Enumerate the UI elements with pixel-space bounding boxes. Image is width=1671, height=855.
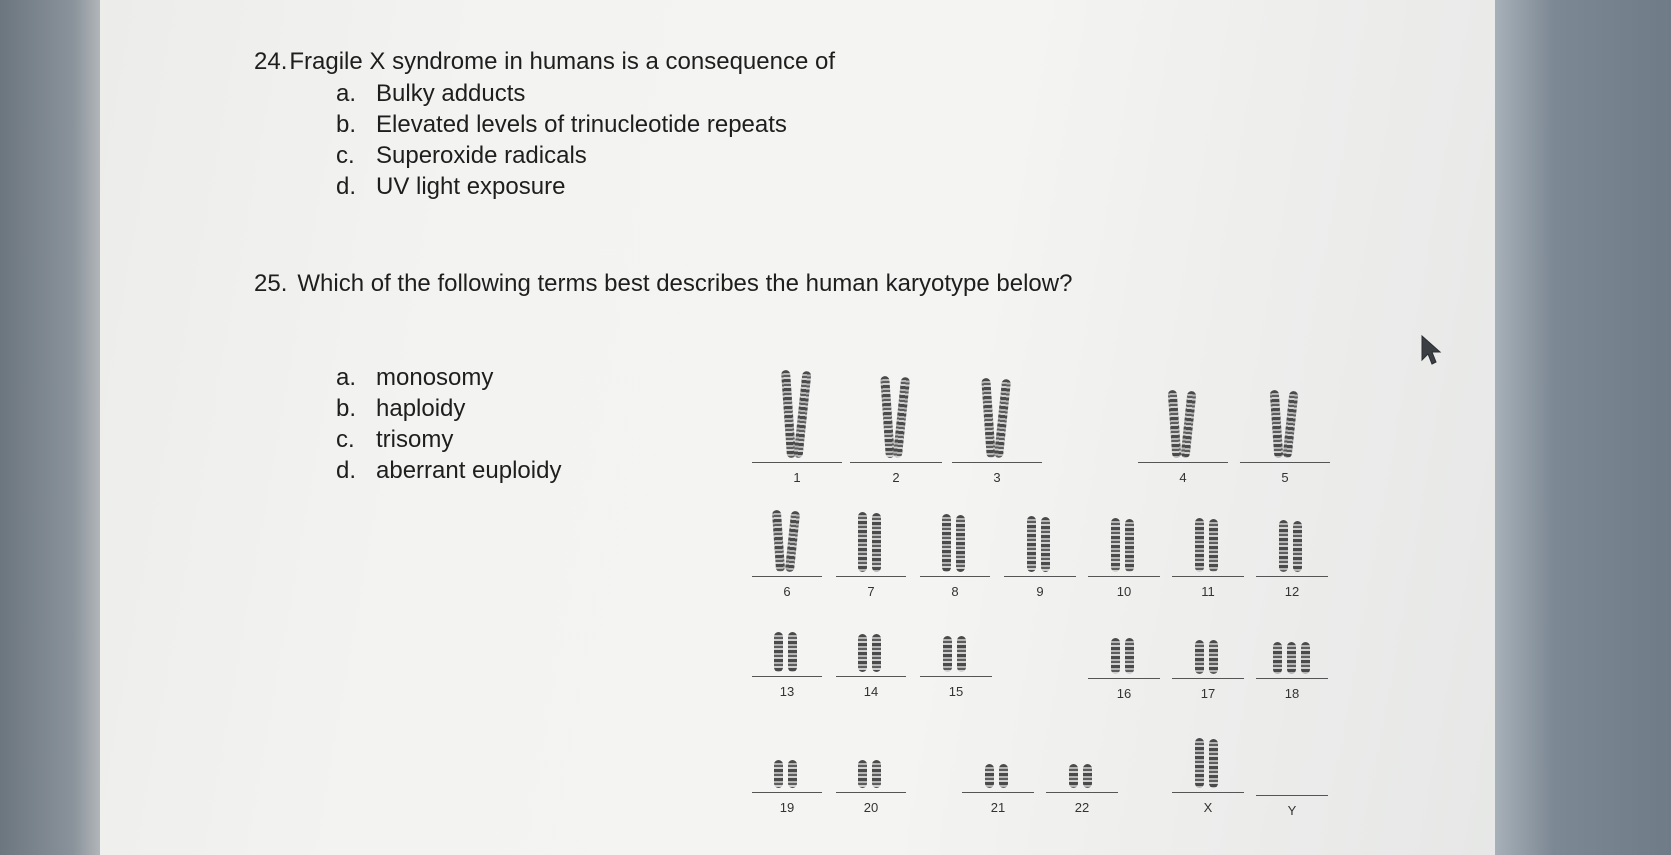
chromosome-label: Y (1287, 803, 1297, 818)
worksheet-page (100, 0, 1495, 855)
q24-option-c[interactable]: c. Superoxide radicals (336, 142, 587, 169)
question-24-number: 24. (254, 48, 288, 75)
chromosome-label: 17 (1200, 686, 1216, 701)
q24-option-d[interactable]: d. UV light exposure (336, 173, 566, 200)
q25-option-c[interactable]: c. trisomy (336, 426, 454, 453)
chromosome-label: 8 (951, 584, 959, 599)
chromosome-label: 19 (779, 800, 795, 815)
question-25-stem: Which of the following terms best describes the human karyotype below? (297, 270, 1073, 297)
chromosome-label: 11 (1201, 584, 1215, 599)
chromosome-label: 16 (1116, 686, 1132, 701)
chromosome-label: 22 (1074, 800, 1090, 815)
chromosome-label: 1 (793, 470, 801, 485)
background-left (0, 0, 105, 855)
chromosome-label: 20 (863, 800, 879, 815)
q25-option-d[interactable]: d. aberrant euploidy (336, 457, 562, 484)
chromosome-label: 4 (1179, 470, 1187, 485)
question-24 (254, 48, 835, 76)
q25-option-b[interactable]: b. haploidy (336, 395, 466, 422)
chromosome-label: 12 (1284, 584, 1300, 599)
chromosome-label: 10 (1116, 584, 1132, 599)
chromosome-label: 18 (1284, 686, 1300, 701)
question-25 (254, 270, 1072, 298)
chromosome-label: 9 (1036, 584, 1044, 599)
chromosome-label: 13 (779, 684, 795, 699)
chromosome-label: 7 (867, 584, 875, 599)
chromosome-label: 21 (990, 800, 1006, 815)
chromosome-label: 2 (892, 470, 900, 485)
chromosome-label: 15 (948, 684, 964, 699)
q25-option-a[interactable]: a. monosomy (336, 364, 494, 391)
chromosome-label: 6 (783, 584, 791, 599)
q24-option-b[interactable]: b. Elevated levels of trinucleotide repeats (336, 111, 787, 138)
chromosome-label: 14 (863, 684, 879, 699)
chromosome-label: 5 (1281, 470, 1289, 485)
background-right (1491, 0, 1671, 855)
question-25-number: 25. (254, 270, 288, 297)
chromosome-label: 3 (993, 470, 1001, 485)
q24-option-a[interactable]: a. Bulky adducts (336, 80, 526, 107)
mouse-cursor-icon (1420, 334, 1442, 371)
chromosome-label: X (1203, 800, 1213, 815)
question-24-stem: Fragile X syndrome in humans is a consequence of (289, 48, 835, 75)
